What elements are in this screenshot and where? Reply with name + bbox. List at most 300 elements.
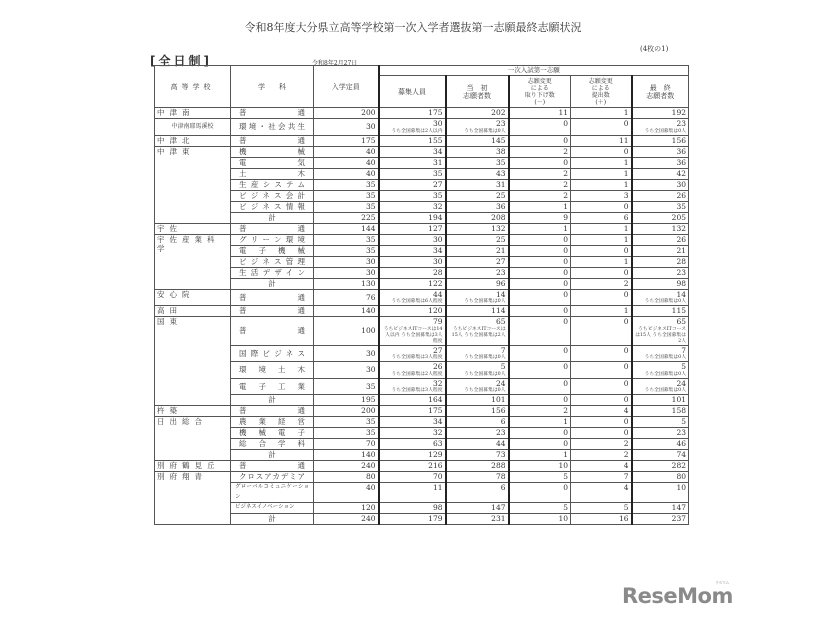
submit-value: 0	[623, 395, 629, 404]
submit-cell	[571, 190, 632, 201]
department-name: ビジネスイノベーション	[231, 503, 314, 514]
withdraw-value: 0	[563, 317, 568, 326]
initial-value: 6	[500, 483, 506, 492]
withdraw-value: 0	[563, 245, 568, 255]
initial-value: 5	[500, 362, 506, 371]
final-value: 36	[676, 157, 686, 167]
final-value: 65	[676, 317, 686, 326]
recruit-value: 28	[432, 267, 443, 277]
initial-value: 96	[495, 278, 506, 288]
submit-cell	[571, 245, 632, 256]
final-cell	[632, 146, 689, 157]
table-row	[155, 428, 689, 439]
recruit-cell	[379, 345, 446, 362]
submit-cell	[571, 135, 632, 146]
final-cell	[632, 179, 689, 190]
final-value: 28	[676, 256, 686, 266]
withdraw-cell	[509, 168, 571, 179]
initial-value: 23	[495, 119, 506, 128]
initial-cell	[446, 212, 509, 223]
initial-cell	[446, 146, 509, 157]
recruit-value: 27	[432, 345, 443, 355]
withdraw-cell	[509, 461, 571, 472]
submit-cell	[571, 417, 632, 428]
withdraw-value: 2	[563, 168, 568, 178]
initial-cell	[446, 417, 509, 428]
department-name: 普通	[231, 406, 314, 417]
final-note: うち全国募集は0人	[644, 128, 686, 134]
final-cell	[632, 157, 689, 168]
recruit-cell	[379, 108, 446, 119]
final-value: 80	[676, 472, 686, 481]
department-name: グリーン環境	[231, 234, 314, 245]
final-cell	[632, 223, 689, 234]
recruit-value: 32	[432, 428, 443, 437]
submit-value: 0	[623, 428, 629, 437]
table-row	[155, 179, 689, 190]
capacity-cell: 240	[314, 514, 379, 525]
submit-value: 0	[623, 317, 629, 326]
initial-value: 24	[495, 378, 506, 388]
initial-cell	[446, 461, 509, 472]
department-name: ビジネス情報	[231, 201, 314, 212]
submit-cell	[571, 345, 632, 362]
final-note: うち全国募集は0人	[644, 371, 686, 377]
recruit-cell	[379, 483, 446, 503]
department-name: 普通	[231, 461, 314, 472]
final-value: 21	[676, 245, 686, 255]
submit-cell	[571, 119, 632, 136]
capacity-cell: 225	[314, 212, 379, 223]
recruit-cell	[379, 212, 446, 223]
recruit-cell	[379, 119, 446, 136]
table-row	[155, 289, 689, 306]
capacity-cell: 30	[314, 256, 379, 267]
school-name: 別府翔青	[155, 472, 231, 525]
initial-cell	[446, 135, 509, 146]
initial-value: 65	[495, 317, 506, 326]
capacity-cell: 35	[314, 417, 379, 428]
withdraw-value: 0	[563, 234, 568, 244]
table-row	[155, 278, 689, 289]
withdraw-cell	[509, 157, 571, 168]
withdraw-value: 9	[563, 212, 568, 222]
final-value: 10	[676, 483, 686, 492]
submit-cell	[571, 157, 632, 168]
department-name: ビジネス会計	[231, 190, 314, 201]
final-cell	[632, 306, 689, 317]
recruit-value: 175	[428, 406, 443, 415]
initial-note: うち全国募集は0人	[464, 388, 506, 393]
submit-value: 1	[623, 234, 629, 244]
recruit-cell	[379, 256, 446, 267]
initial-cell	[446, 157, 509, 168]
submit-value: 0	[623, 362, 629, 371]
withdraw-cell	[509, 395, 571, 406]
recruit-value: 164	[428, 395, 443, 404]
table-row	[155, 267, 689, 278]
initial-cell	[446, 278, 509, 289]
recruit-value: 98	[432, 503, 443, 512]
initial-cell	[446, 234, 509, 245]
initial-value: 156	[491, 406, 506, 415]
department-name: 土木	[231, 168, 314, 179]
submit-value: 11	[618, 135, 629, 145]
initial-cell	[446, 450, 509, 461]
withdraw-cell	[509, 439, 571, 450]
capacity-cell: 35	[314, 234, 379, 245]
submit-value: 6	[623, 212, 629, 222]
submit-value: 0	[623, 378, 629, 388]
capacity-cell: 35	[314, 201, 379, 212]
school-name: 高田	[155, 306, 231, 317]
submit-cell	[571, 450, 632, 461]
final-value: 26	[676, 190, 686, 200]
recruit-cell	[379, 278, 446, 289]
initial-cell	[446, 483, 509, 503]
submit-cell	[571, 428, 632, 439]
school-name: 中津北	[155, 135, 231, 146]
capacity-cell: 200	[314, 108, 379, 119]
submit-cell	[571, 108, 632, 119]
department-name: 普通	[231, 306, 314, 317]
final-cell	[632, 317, 689, 346]
withdraw-cell	[509, 146, 571, 157]
final-value: 5	[681, 362, 686, 371]
withdraw-value: 2	[563, 179, 568, 189]
recruit-cell	[379, 428, 446, 439]
final-value: 74	[676, 450, 686, 459]
initial-cell	[446, 503, 509, 514]
submit-cell	[571, 289, 632, 306]
withdraw-cell	[509, 503, 571, 514]
header-initial: 当 初 志願者数	[446, 76, 509, 108]
recruit-note: うち全国募集は2人程度	[391, 371, 443, 377]
header-school: 高等学校	[155, 66, 231, 108]
initial-cell	[446, 306, 509, 317]
table-row	[155, 503, 689, 514]
final-value: 98	[676, 278, 686, 288]
submit-cell	[571, 395, 632, 406]
withdraw-cell	[509, 234, 571, 245]
initial-cell	[446, 289, 509, 306]
total-label: 計	[231, 212, 314, 223]
recruit-value: 194	[428, 212, 443, 222]
table-row	[155, 168, 689, 179]
applications-table	[154, 65, 689, 525]
recruit-note: うちビジネスITコースは14人以内 うち全国募集は3人程度	[383, 326, 443, 344]
final-note: うち全国募集は0人	[644, 299, 686, 304]
recruit-cell	[379, 503, 446, 514]
final-cell	[632, 345, 689, 362]
recruit-cell	[379, 135, 446, 146]
department-name: 生活デザイン	[231, 267, 314, 278]
recruit-value: 79	[432, 317, 443, 326]
withdraw-value: 0	[563, 378, 568, 388]
final-value: 192	[671, 108, 686, 117]
recruit-cell	[379, 362, 446, 379]
final-value: 115	[671, 306, 686, 315]
final-cell	[632, 108, 689, 119]
withdraw-cell	[509, 212, 571, 223]
recruit-cell	[379, 245, 446, 256]
capacity-cell: 76	[314, 289, 379, 306]
withdraw-value: 0	[563, 267, 568, 277]
withdraw-value: 0	[563, 439, 568, 448]
final-cell	[632, 483, 689, 503]
table-row	[155, 362, 689, 379]
withdraw-cell	[509, 256, 571, 267]
initial-cell	[446, 472, 509, 483]
initial-value: 27	[495, 256, 506, 266]
department-name: 普通	[231, 289, 314, 306]
submit-value: 0	[623, 119, 629, 128]
capacity-cell: 30	[314, 345, 379, 362]
submit-cell	[571, 179, 632, 190]
recruit-cell	[379, 201, 446, 212]
department-name: 機械	[231, 146, 314, 157]
table-row	[155, 146, 689, 157]
submit-value: 1	[623, 179, 629, 189]
final-cell	[632, 461, 689, 472]
school-name: 安心院	[155, 289, 231, 306]
withdraw-cell	[509, 483, 571, 503]
withdraw-value: 0	[563, 306, 568, 315]
submit-value: 4	[623, 461, 629, 470]
initial-cell	[446, 168, 509, 179]
initial-note: うち全国募集は0人	[464, 371, 506, 377]
final-cell	[632, 417, 689, 428]
final-cell	[632, 245, 689, 256]
recruit-value: 129	[428, 450, 443, 459]
submit-value: 0	[623, 289, 629, 299]
recruit-cell	[379, 306, 446, 317]
school-name: 中津東	[155, 146, 231, 223]
withdraw-cell	[509, 223, 571, 234]
withdraw-value: 2	[563, 406, 568, 415]
submit-cell	[571, 406, 632, 417]
submit-cell	[571, 278, 632, 289]
department-name: 国際ビジネス	[231, 345, 314, 362]
recruit-value: 70	[432, 472, 443, 481]
capacity-cell: 30	[314, 119, 379, 136]
final-cell	[632, 168, 689, 179]
final-cell	[632, 135, 689, 146]
recruit-cell	[379, 234, 446, 245]
document-title: 令和8年度大分県立高等学校第一次入学者選抜第一志願最終志願状況	[244, 21, 582, 34]
total-label: 計	[231, 278, 314, 289]
recruit-value: 127	[428, 223, 443, 233]
withdraw-value: 5	[563, 503, 568, 512]
withdraw-cell	[509, 306, 571, 317]
department-name: 総合学科	[231, 439, 314, 450]
initial-cell	[446, 201, 509, 212]
total-label: 計	[231, 514, 314, 525]
final-value: 23	[676, 267, 686, 277]
recruit-value: 122	[428, 278, 443, 288]
final-cell	[632, 119, 689, 136]
final-cell	[632, 201, 689, 212]
submit-cell	[571, 267, 632, 278]
submit-cell	[571, 168, 632, 179]
initial-value: 21	[495, 245, 506, 255]
recruit-note: うち全国募集は6人程度	[391, 299, 443, 304]
table-row	[155, 190, 689, 201]
withdraw-value: 0	[563, 278, 568, 288]
initial-cell	[446, 256, 509, 267]
final-cell	[632, 450, 689, 461]
initial-value: 114	[491, 306, 506, 315]
capacity-cell: 70	[314, 439, 379, 450]
submit-value: 1	[623, 108, 629, 117]
table-row	[155, 345, 689, 362]
capacity-cell: 35	[314, 428, 379, 439]
final-value: 42	[676, 168, 686, 178]
final-value: 36	[676, 146, 686, 156]
recruit-cell	[379, 514, 446, 525]
capacity-cell: 35	[314, 190, 379, 201]
total-label: 計	[231, 395, 314, 406]
initial-cell	[446, 108, 509, 119]
final-value: 147	[671, 503, 686, 512]
withdraw-value: 2	[563, 146, 568, 156]
final-cell	[632, 406, 689, 417]
submit-value: 0	[623, 417, 629, 426]
submit-value: 7	[623, 472, 629, 481]
initial-value: 145	[491, 135, 506, 145]
department-name: 農業経営	[231, 417, 314, 428]
withdraw-cell	[509, 378, 571, 395]
report-date: 令和8年2月27日	[312, 60, 358, 67]
submit-value: 5	[623, 503, 629, 512]
total-label: 計	[231, 450, 314, 461]
initial-cell	[446, 190, 509, 201]
submit-value: 0	[623, 267, 629, 277]
initial-cell	[446, 179, 509, 190]
recruit-cell	[379, 157, 446, 168]
withdraw-value: 0	[563, 428, 568, 437]
recruit-cell	[379, 179, 446, 190]
submit-cell	[571, 362, 632, 379]
department-name: 電気	[231, 157, 314, 168]
school-name: 宇佐産業科学	[155, 234, 231, 289]
withdraw-cell	[509, 190, 571, 201]
initial-cell	[446, 439, 509, 450]
final-value: 282	[671, 461, 686, 470]
final-value: 35	[676, 201, 686, 211]
recruit-note: うち全国募集は3人程度	[391, 388, 443, 393]
department-name: 普通	[231, 223, 314, 234]
initial-value: 7	[500, 345, 506, 355]
final-note: うち全国募集は0人	[644, 388, 686, 393]
submit-value: 4	[623, 406, 629, 415]
recruit-cell	[379, 267, 446, 278]
initial-value: 25	[495, 234, 506, 244]
department-name: 環境土木	[231, 362, 314, 379]
school-name: 日出総合	[155, 417, 231, 461]
capacity-cell: 200	[314, 406, 379, 417]
recruit-value: 34	[432, 245, 443, 255]
table-row	[155, 395, 689, 406]
initial-value: 132	[491, 223, 506, 233]
initial-value: 38	[495, 146, 506, 156]
final-cell	[632, 234, 689, 245]
withdraw-cell	[509, 278, 571, 289]
submit-cell	[571, 212, 632, 223]
final-cell	[632, 267, 689, 278]
submit-cell	[571, 439, 632, 450]
withdraw-cell	[509, 135, 571, 146]
submit-value: 3	[623, 190, 629, 200]
withdraw-cell	[509, 201, 571, 212]
final-cell	[632, 472, 689, 483]
header-department: 学 科	[231, 66, 314, 108]
withdraw-value: 2	[563, 190, 568, 200]
initial-cell	[446, 362, 509, 379]
withdraw-value: 0	[563, 119, 568, 128]
submit-cell	[571, 256, 632, 267]
department-name: 環境・社会共生	[231, 119, 314, 136]
header-final: 最 終 志願者数	[632, 76, 689, 108]
submit-value: 0	[623, 345, 629, 355]
recruit-cell	[379, 289, 446, 306]
recruit-value: 30	[432, 256, 443, 266]
final-cell	[632, 439, 689, 450]
initial-value: 288	[491, 461, 506, 470]
withdraw-cell	[509, 108, 571, 119]
final-value: 24	[676, 378, 686, 388]
submit-value: 1	[623, 157, 629, 167]
recruit-cell	[379, 450, 446, 461]
final-value: 158	[671, 406, 686, 415]
initial-value: 31	[495, 179, 506, 189]
page-indicator: (4枚の1)	[640, 45, 669, 53]
withdraw-cell	[509, 317, 571, 346]
table-row	[155, 256, 689, 267]
submit-cell	[571, 378, 632, 395]
initial-value: 14	[495, 289, 506, 299]
final-value: 26	[676, 234, 686, 244]
final-note: うち全国募集は0人	[644, 355, 686, 360]
initial-cell	[446, 267, 509, 278]
submit-value: 1	[623, 306, 629, 315]
final-cell	[632, 256, 689, 267]
recruit-value: 30	[432, 119, 443, 128]
withdraw-cell	[509, 428, 571, 439]
initial-note: うち全国募集は0人	[464, 299, 506, 304]
table-row	[155, 306, 689, 317]
initial-cell	[446, 406, 509, 417]
final-value: 46	[676, 439, 686, 448]
table-body	[155, 108, 689, 525]
initial-cell	[446, 245, 509, 256]
final-value: 23	[676, 428, 686, 437]
school-name: 宇佐	[155, 223, 231, 234]
submit-cell	[571, 223, 632, 234]
final-value: 7	[681, 345, 686, 355]
recruit-cell	[379, 472, 446, 483]
capacity-cell: 30	[314, 362, 379, 379]
recruit-value: 34	[432, 146, 443, 156]
header-withdraw: 志願変更 による 取り下げ数 (－)	[509, 76, 571, 108]
header-capacity: 入学定員	[314, 66, 379, 108]
final-value: 237	[671, 514, 686, 523]
recruit-cell	[379, 317, 446, 346]
submit-value: 0	[623, 245, 629, 255]
initial-value: 231	[491, 514, 506, 523]
capacity-cell: 100	[314, 317, 379, 346]
final-value: 156	[671, 135, 686, 145]
